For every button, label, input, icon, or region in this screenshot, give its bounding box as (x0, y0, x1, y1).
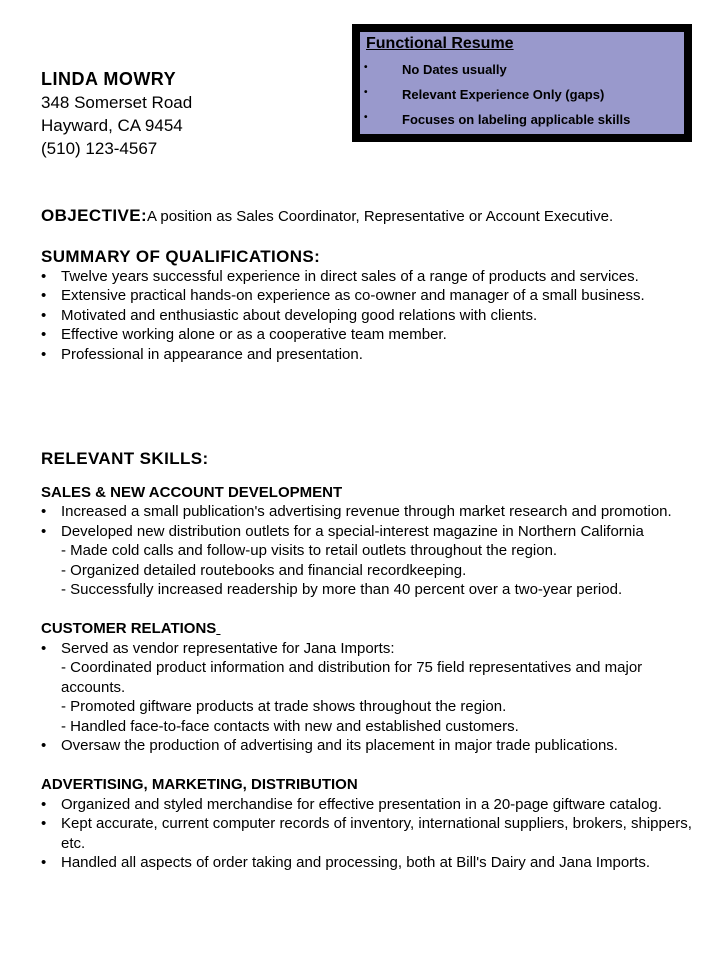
list-item: • Motivated and enthusiastic about developing good relations with clients. (41, 306, 538, 324)
bullet-icon: • (364, 87, 368, 98)
bullet-icon: • (41, 306, 47, 324)
list-item: • Developed new distribution outlets for a special-interest magazine in Northern California - Made cold calls and follow-up visits to retail outlets throughout the region. - Organized detailed routebooks and financial recordkeeping. - Successfully increased readership by more than 40 percent over a two-year period. (41, 522, 701, 600)
objective-text: A position as Sales Coordinator, Representative or Account Executive. (147, 208, 614, 225)
contact-block (41, 68, 192, 160)
list-item: • Organized and styled merchandise for effective presentation in a 20-page giftware catalog. (41, 795, 662, 813)
bullet-icon: • (41, 326, 47, 343)
bullet-icon: • (364, 112, 368, 123)
bullet-icon: • (41, 815, 47, 832)
list-item: • Kept accurate, current computer records of inventory, international suppliers, brokers, shippers, etc. (41, 815, 692, 852)
callout-title: Functional Resume (366, 35, 514, 52)
advertising-list (41, 795, 701, 873)
summary-section (41, 247, 701, 364)
bullet-icon: • (41, 267, 47, 285)
sub-item: - Handled face-to-face contacts with new and established customers. (61, 717, 519, 735)
bullet-icon: • (41, 345, 47, 363)
bullet-icon: • (41, 854, 47, 871)
customer-relations-list (41, 639, 701, 756)
sales-heading: SALES & NEW ACCOUNT DEVELOPMENT (41, 483, 343, 501)
bullet-icon: • (41, 639, 47, 657)
list-item: • Effective working alone or as a cooperative team member. (41, 326, 447, 343)
list-item: • Handled all aspects of order taking and processing, both at Bill's Dairy and Jana Imports. (41, 854, 651, 871)
callout-panel: Functional Resume • No Dates usually • Relevant Experience Only (gaps) • Focuses on labeling applicable skills (360, 32, 684, 134)
functional-resume-callout (352, 24, 692, 142)
summary-list (41, 267, 701, 365)
advertising-heading: ADVERTISING, MARKETING, DISTRIBUTION (41, 776, 358, 793)
bullet-icon: • (41, 522, 47, 540)
sub-item: - Promoted giftware products at trade shows throughout the region. (61, 698, 507, 715)
sales-list (41, 502, 701, 600)
address-line-1: 348 Somerset Road (41, 93, 193, 112)
phone-number: (510) 123-4567 (41, 139, 158, 158)
bullet-icon: • (364, 62, 368, 73)
relevant-skills-heading: RELEVANT SKILLS: (41, 449, 209, 468)
applicant-name: LINDA MOWRY (41, 69, 177, 89)
list-item: • Oversaw the production of advertising and its placement in major trade publications. (41, 737, 618, 754)
address-line-2: Hayward, CA 9454 (41, 116, 183, 135)
relevant-skills-section (41, 449, 701, 873)
customer-relations-heading: CUSTOMER RELATIONS (41, 620, 217, 637)
list-item: • Served as vendor representative for Jana Imports: - Coordinated product information and distribution for 75 field representatives and major accounts. - Promoted giftware products at trade shows throughout the region. - Handled face-to-face contacts with new and established customers. (41, 639, 701, 737)
bullet-icon: • (41, 503, 47, 520)
sub-item: - Coordinated product information and distribution for 75 field representatives and major accounts. (61, 659, 643, 696)
summary-heading: SUMMARY OF QUALIFICATIONS: (41, 247, 321, 266)
list-item: • Increased a small publication's advertising revenue through market research and promotion. (41, 503, 672, 520)
bullet-icon: • (41, 795, 47, 813)
list-item: • Twelve years successful experience in direct sales of a range of products and services. (41, 267, 639, 285)
objective-section (41, 206, 701, 227)
sub-item: - Successfully increased readership by more than 40 percent over a two-year period. (61, 581, 623, 598)
sub-item: - Made cold calls and follow-up visits to retail outlets throughout the region. (61, 542, 558, 559)
bullet-icon: • (41, 737, 47, 754)
list-item: • Professional in appearance and presentation. (41, 345, 363, 363)
objective-heading: OBJECTIVE: (41, 206, 148, 225)
sub-item: - Organized detailed routebooks and financial recordkeeping. (61, 561, 467, 579)
bullet-icon: • (41, 287, 47, 304)
list-item: • Extensive practical hands-on experience as co-owner and manager of a small business. (41, 287, 645, 304)
